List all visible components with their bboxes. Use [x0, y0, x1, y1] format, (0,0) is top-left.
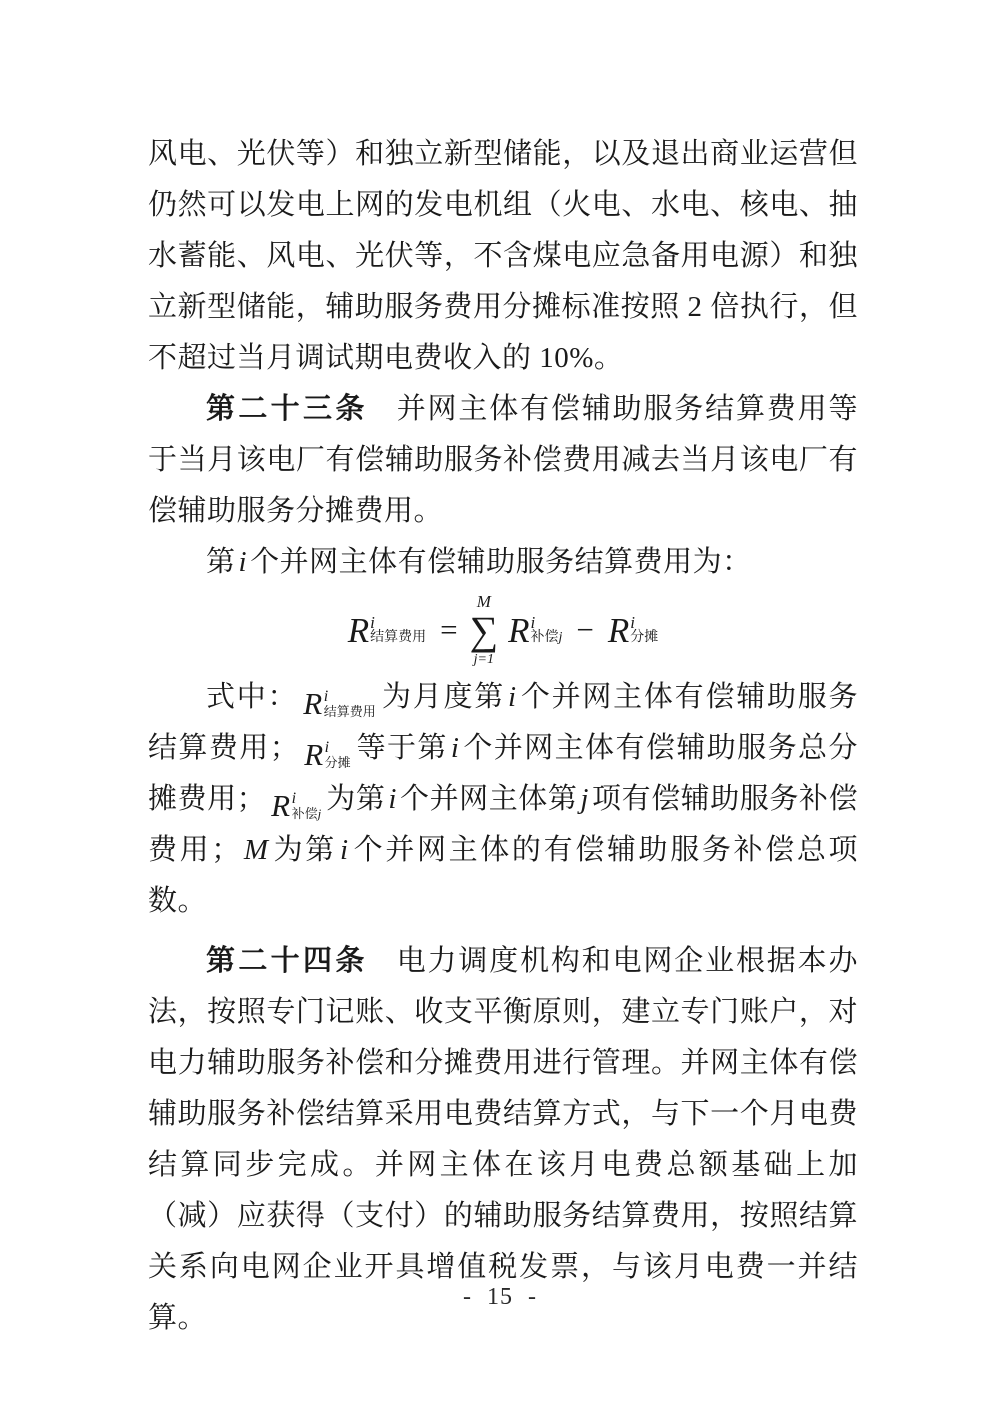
allocation-term	[607, 610, 659, 650]
inline-allocation-subscript: 分摊	[324, 754, 351, 770]
inline-compensation-subscript-var: j	[317, 805, 322, 821]
article-23-paragraph	[148, 384, 858, 537]
explanation-text-8: 项有偿辅助服务补偿费用；	[148, 783, 858, 866]
math-var-i: i	[508, 681, 517, 713]
inline-allocation-superscript: i	[324, 738, 330, 756]
inline-settlement-term	[303, 688, 375, 719]
inline-compensation-subscript-text: 补偿	[291, 805, 318, 821]
explanation-text-6: 为第	[326, 783, 386, 815]
inline-settlement-base: R	[303, 686, 323, 721]
inline-compensation-subscript	[292, 806, 322, 821]
math-var-i: i	[339, 834, 349, 866]
inline-settlement-subscript: 结算费用	[323, 703, 376, 719]
explanation-text-10: 个并网主体的有偿辅助服务补偿总项数。	[148, 834, 858, 917]
explanation-text-4: 等于第	[355, 732, 448, 764]
explanation-text-9: 为第	[271, 834, 337, 866]
intro-text-2: 个并网主体有偿辅助服务结算费用为：	[250, 546, 752, 578]
explanation-text-5: 个并网主体有偿辅助服务总分摊费用；	[148, 732, 858, 815]
document-content	[148, 129, 858, 1344]
inline-compensation-superscript: i	[291, 789, 297, 807]
compensation-subscript	[531, 630, 563, 645]
compensation-term	[508, 610, 563, 650]
compensation-subscript-text: 补偿	[530, 630, 559, 645]
inline-settlement-scripts	[324, 689, 376, 719]
lhs-superscript: i	[370, 613, 375, 632]
article-23-body: 并网主体有偿辅助服务结算费用等于当月该电厂有偿辅助服务补偿费用减去当月该电厂有偿辅助服务分摊费用。	[148, 393, 858, 527]
summation-upper-limit: M	[476, 592, 491, 611]
inline-compensation-term	[271, 790, 321, 821]
inline-allocation-term	[304, 739, 350, 770]
inline-allocation-scripts	[325, 740, 351, 770]
inline-settlement-superscript: i	[323, 687, 329, 705]
sigma-symbol: ∑	[469, 608, 499, 653]
article-24-paragraph	[148, 936, 858, 1344]
math-var-M: M	[243, 834, 269, 866]
formula-lhs-term	[347, 610, 427, 650]
explanation-text-7: 个并网主体第	[399, 783, 578, 815]
inline-compensation-base: R	[271, 788, 291, 823]
compensation-scripts	[531, 615, 563, 645]
paragraph-continuation	[148, 129, 858, 384]
compensation-superscript: i	[530, 613, 536, 632]
settlement-formula	[148, 588, 858, 672]
summation-lower-limit: j=1	[473, 652, 495, 667]
lhs-subscript: 结算费用	[370, 630, 427, 645]
compensation-subscript-var: j	[558, 630, 563, 645]
page-number: - 15 -	[463, 1284, 537, 1310]
inline-allocation-base: R	[304, 737, 324, 772]
summation	[470, 593, 499, 667]
explanation-text-3: 个并网主体有偿辅助服务结算费用；	[148, 681, 858, 764]
paragraph-continuation-text: 风电、光伏等）和独立新型储能，以及退出商业运营但仍然可以发电上网的发电机组（火电、水电、核电、抽水蓄能、风电、光伏等，不含煤电应急备用电源）和独立新型储能，辅助服务费用分摊标准按照 2 倍执行，但不超过当月调试期电费收入的 10%。	[148, 138, 858, 374]
math-var-i: i	[238, 546, 248, 578]
article-24-body: 电力调度机构和电网企业根据本办法，按照专门记账、收支平衡原则，建立专门账户，对电力辅助服务补偿和分摊费用进行管理。并网主体有偿辅助服务补偿结算采用电费结算方式，与下一个月电费结算同步完成。并网主体在该月电费总额基础上加（减）应获得（支付）的辅助服务结算费用，按照结算关系向电网企业开具增值税发票，与该月电费一并结算。	[148, 945, 858, 1334]
explanation-text: 式中：	[206, 681, 299, 713]
allocation-subscript: 分摊	[630, 630, 659, 645]
compensation-base: R	[508, 610, 530, 650]
math-var-i: i	[450, 732, 460, 764]
article-23-heading: 第二十三条	[206, 393, 368, 425]
intro-text: 第	[206, 546, 236, 578]
explanation-text-2: 为月度第	[380, 681, 506, 713]
math-var-i: i	[388, 783, 397, 815]
minus-sign: −	[576, 612, 594, 647]
allocation-superscript: i	[630, 613, 635, 632]
inline-compensation-scripts	[292, 791, 322, 821]
lhs-base: R	[347, 610, 370, 650]
allocation-base: R	[607, 610, 630, 650]
formula-intro-paragraph	[148, 537, 858, 588]
article-24-heading: 第二十四条	[206, 945, 368, 977]
math-var-j: j	[580, 783, 589, 815]
formula-explanation-paragraph	[148, 672, 858, 927]
equals-sign: =	[440, 612, 458, 647]
lhs-scripts	[370, 615, 426, 645]
allocation-scripts	[630, 615, 658, 645]
